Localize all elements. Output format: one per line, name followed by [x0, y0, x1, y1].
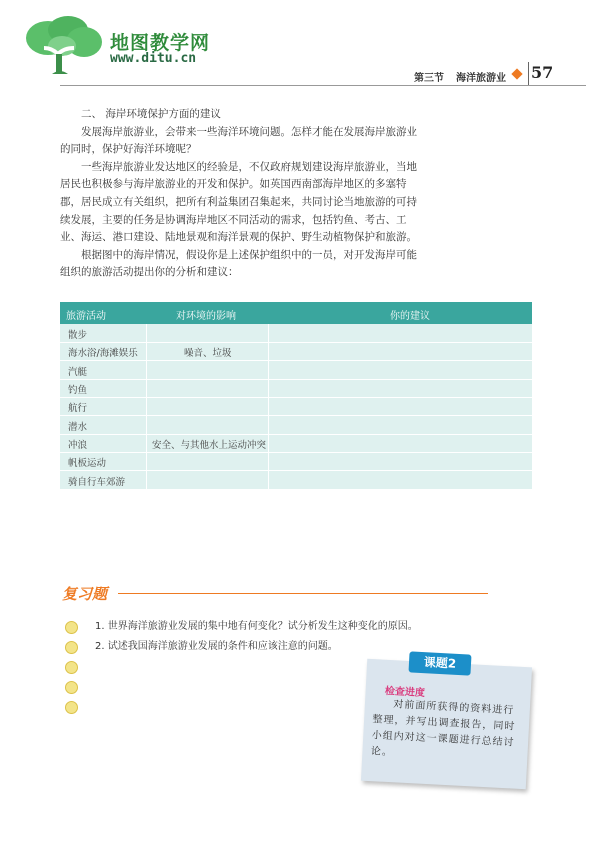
review-rule — [118, 593, 488, 594]
bullet-icon — [65, 701, 78, 714]
table-row — [60, 379, 532, 397]
activity-cell: 帆板运动 — [68, 458, 107, 469]
impact-cell: 噪音、垃圾 — [184, 348, 232, 359]
table-header-impact: 对环境的影响 — [176, 311, 236, 322]
task-card-subtitle: 检查进度 — [384, 685, 426, 700]
table-row — [60, 471, 532, 489]
chapter-topic-label: 海洋旅游业 — [456, 73, 506, 84]
paragraph: 根据图中的海岸情况，假设你是上述保护组织中的一员，对开发海岸可能组织的旅游活动提出你的分析和建议： — [60, 248, 417, 279]
activity-cell: 海水浴/海滩娱乐 — [68, 348, 138, 359]
impact-cell: 安全、与其他水上运动冲突 — [152, 440, 267, 451]
activity-cell: 散步 — [68, 330, 88, 341]
suggestion-input[interactable] — [275, 419, 530, 433]
activity-cell: 航行 — [68, 403, 88, 414]
table-header-activity: 旅游活动 — [66, 311, 106, 322]
activity-cell: 骑自行车郊游 — [68, 477, 126, 488]
chapter-section-label: 第三节 — [414, 73, 444, 84]
logo-tree-icon — [22, 14, 108, 76]
table-row — [60, 324, 532, 342]
review-question: 1. 世界海洋旅游业发展的集中地有何变化？试分析发生这种变化的原因。 — [95, 621, 418, 632]
table-row — [60, 361, 532, 379]
suggestion-input[interactable] — [275, 437, 530, 451]
suggestion-input[interactable] — [275, 327, 530, 341]
activity-cell: 汽艇 — [68, 367, 88, 378]
table-header-suggestion: 你的建议 — [390, 311, 430, 322]
table-row — [60, 397, 532, 415]
suggestion-input[interactable] — [275, 400, 530, 414]
table-row — [60, 452, 532, 470]
bullet-icon — [65, 621, 78, 634]
activity-cell: 冲浪 — [68, 440, 88, 451]
suggestion-input[interactable] — [275, 345, 530, 359]
activity-cell: 钓鱼 — [68, 385, 88, 396]
task-card-paragraph: 对前面所获得的资料进行整理，并写出调查报告，同时小组内对这一课题进行总结讨论。 — [370, 699, 516, 759]
task-card-tab: 课题2 — [408, 651, 471, 675]
section-heading: 二、 海岸环境保护方面的建议 — [81, 108, 221, 120]
paragraph: 发展海岸旅游业，会带来一些海洋环境问题。怎样才能在发展海岸旅游业的同时，保护好海洋环境呢？ — [60, 125, 417, 156]
logo-title[interactable]: 地图教学网 — [110, 32, 211, 54]
bullet-icon — [65, 681, 78, 694]
bullet-icon — [65, 641, 78, 654]
suggestion-input[interactable] — [275, 474, 530, 488]
review-title: 复习题 — [62, 585, 108, 603]
paragraph: 一些海岸旅游业发达地区的经验是，不仅政府规划建设海岸旅游业，当地居民也积极参与海岸旅游业的开发和保护。如英国西南部海岸地区的多塞特郡，居民成立有关组织，把所有利益集团召集起来，共同讨论当地旅游的可持续发展，主要的任务是协调海岸地区不同活动的需求，包括钓鱼、考古、工业、海运、港口建设、陆地景观和海洋景观的保护、野生动植物保护和旅游。 — [60, 160, 417, 244]
diamond-icon — [511, 68, 522, 79]
header-rule — [60, 85, 586, 86]
suggestion-input[interactable] — [275, 364, 530, 378]
table-row — [60, 434, 532, 452]
activity-cell: 潜水 — [68, 422, 88, 433]
review-question: 2. 试述我国海洋旅游业发展的条件和应该注意的问题。 — [95, 641, 338, 652]
header-divider — [528, 62, 529, 85]
suggestion-input[interactable] — [275, 455, 530, 469]
table-header-row — [60, 302, 532, 324]
logo-url[interactable]: www.ditu.cn — [110, 51, 197, 66]
page-number: 57 — [531, 63, 554, 82]
body-text — [60, 106, 420, 282]
table-row — [60, 342, 532, 360]
task-card-text — [370, 696, 523, 768]
suggestion-input[interactable] — [275, 382, 530, 396]
bullet-icon — [65, 661, 78, 674]
table-row — [60, 416, 532, 434]
